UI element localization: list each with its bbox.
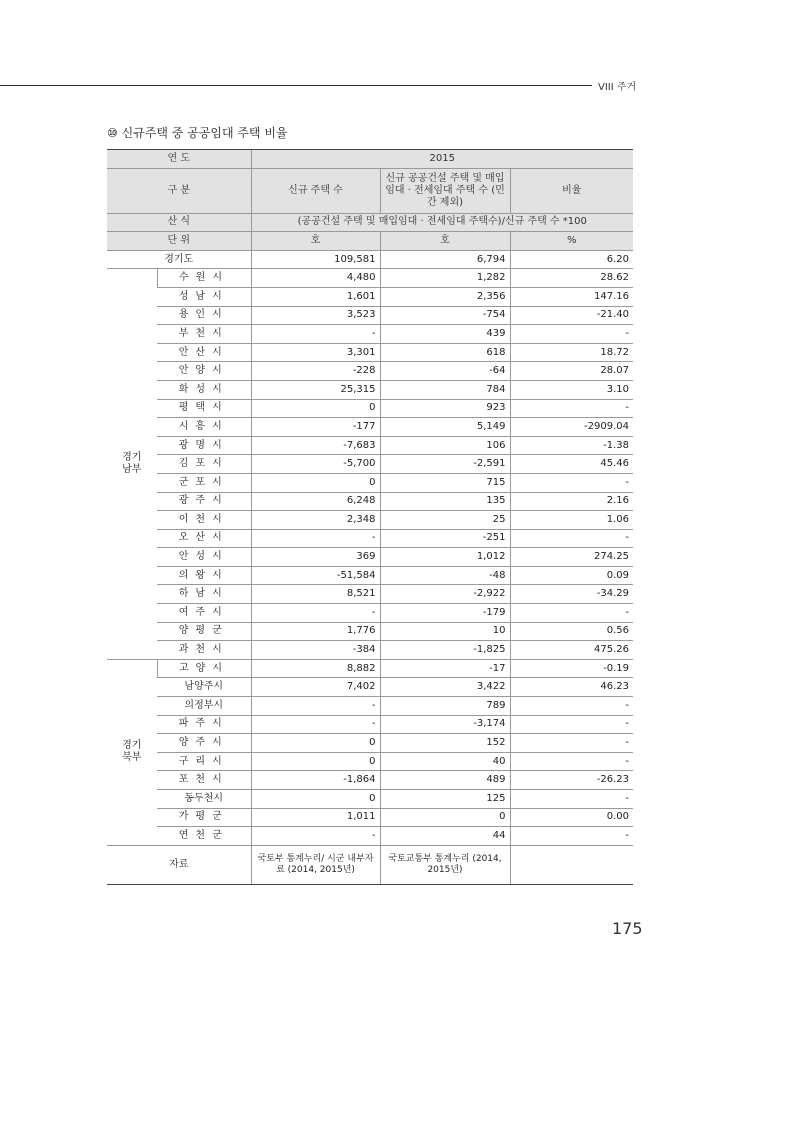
public-housing-count: -3,174 bbox=[380, 715, 510, 734]
table-row bbox=[107, 715, 633, 734]
column-header-public: 신규 공공건설 주택 및 매입임대 · 전세임대 주택 수 (민간 제외) bbox=[380, 168, 510, 213]
new-housing-count: -177 bbox=[251, 418, 380, 437]
chapter-label: VIII 주거 bbox=[598, 82, 637, 93]
new-housing-count: - bbox=[251, 715, 380, 734]
total-public: 6,794 bbox=[380, 250, 510, 269]
unit-ratio: % bbox=[510, 232, 633, 251]
table-row bbox=[107, 659, 633, 678]
public-housing-count: 5,149 bbox=[380, 418, 510, 437]
new-housing-count: 369 bbox=[251, 548, 380, 567]
new-housing-count: 7,402 bbox=[251, 678, 380, 697]
public-ratio: 46.23 bbox=[510, 678, 633, 697]
table-row bbox=[107, 641, 633, 660]
city-name: 군포시 bbox=[157, 473, 251, 492]
new-housing-count: 25,315 bbox=[251, 380, 380, 399]
table-row bbox=[107, 585, 633, 604]
public-ratio: 147.16 bbox=[510, 287, 633, 306]
public-ratio: - bbox=[510, 827, 633, 846]
public-housing-count: 135 bbox=[380, 492, 510, 511]
city-name: 동두천시 bbox=[157, 790, 251, 809]
public-ratio: 28.62 bbox=[510, 269, 633, 288]
new-housing-count: 0 bbox=[251, 734, 380, 753]
year-row bbox=[107, 150, 633, 169]
city-name: 의왕시 bbox=[157, 566, 251, 585]
public-ratio: -26.23 bbox=[510, 771, 633, 790]
public-housing-count: -251 bbox=[380, 529, 510, 548]
new-housing-count: 2,348 bbox=[251, 511, 380, 530]
public-housing-count: 3,422 bbox=[380, 678, 510, 697]
new-housing-count: -228 bbox=[251, 362, 380, 381]
public-ratio: - bbox=[510, 529, 633, 548]
public-housing-count: -64 bbox=[380, 362, 510, 381]
city-name: 성남시 bbox=[157, 287, 251, 306]
new-housing-count: - bbox=[251, 325, 380, 344]
city-name: 구리시 bbox=[157, 752, 251, 771]
public-ratio: - bbox=[510, 325, 633, 344]
city-name: 의정부시 bbox=[157, 697, 251, 716]
public-housing-count: 1,282 bbox=[380, 269, 510, 288]
public-housing-count: 618 bbox=[380, 343, 510, 362]
new-housing-count: -7,683 bbox=[251, 436, 380, 455]
new-housing-count: 6,248 bbox=[251, 492, 380, 511]
table-row bbox=[107, 529, 633, 548]
city-name: 여주시 bbox=[157, 604, 251, 623]
table-row bbox=[107, 492, 633, 511]
table-row bbox=[107, 343, 633, 362]
table-row bbox=[107, 734, 633, 753]
table-row bbox=[107, 604, 633, 623]
table-row bbox=[107, 287, 633, 306]
city-name: 광주시 bbox=[157, 492, 251, 511]
table-row bbox=[107, 436, 633, 455]
table-row bbox=[107, 325, 633, 344]
city-name: 안산시 bbox=[157, 343, 251, 362]
public-housing-count: 789 bbox=[380, 697, 510, 716]
new-housing-count: - bbox=[251, 827, 380, 846]
city-name: 포천시 bbox=[157, 771, 251, 790]
column-header-new: 신규 주택 수 bbox=[251, 168, 380, 213]
city-name: 시흥시 bbox=[157, 418, 251, 437]
new-housing-count: 3,301 bbox=[251, 343, 380, 362]
new-housing-count: - bbox=[251, 697, 380, 716]
public-housing-count: 44 bbox=[380, 827, 510, 846]
public-housing-count: 10 bbox=[380, 622, 510, 641]
new-housing-count: -5,700 bbox=[251, 455, 380, 474]
city-name: 부천시 bbox=[157, 325, 251, 344]
public-ratio: - bbox=[510, 790, 633, 809]
year-value: 2015 bbox=[251, 150, 633, 169]
new-housing-count: 8,882 bbox=[251, 659, 380, 678]
total-row bbox=[107, 250, 633, 269]
public-housing-count: 25 bbox=[380, 511, 510, 530]
table-row bbox=[107, 362, 633, 381]
table-row bbox=[107, 380, 633, 399]
south-region-label: 경기 남부 bbox=[107, 269, 157, 659]
new-housing-count: -1,864 bbox=[251, 771, 380, 790]
year-label: 연 도 bbox=[107, 150, 251, 169]
table-row bbox=[107, 566, 633, 585]
city-name: 용인시 bbox=[157, 306, 251, 325]
public-housing-count: 489 bbox=[380, 771, 510, 790]
public-ratio: - bbox=[510, 734, 633, 753]
table-row bbox=[107, 511, 633, 530]
public-rental-ratio-table bbox=[107, 149, 633, 885]
table-row bbox=[107, 752, 633, 771]
table-row bbox=[107, 678, 633, 697]
section-title: ⑩ 신규주택 중 공공임대 주택 비율 bbox=[107, 126, 288, 140]
public-housing-count: 106 bbox=[380, 436, 510, 455]
new-housing-count: 1,011 bbox=[251, 808, 380, 827]
city-name: 파주시 bbox=[157, 715, 251, 734]
table-row bbox=[107, 473, 633, 492]
city-name: 고양시 bbox=[157, 659, 251, 678]
new-housing-count: 0 bbox=[251, 752, 380, 771]
public-housing-count: -17 bbox=[380, 659, 510, 678]
table-row bbox=[107, 548, 633, 567]
table-row bbox=[107, 808, 633, 827]
city-name: 가평군 bbox=[157, 808, 251, 827]
new-housing-count: 8,521 bbox=[251, 585, 380, 604]
unit-label: 단 위 bbox=[107, 232, 251, 251]
city-name: 과천시 bbox=[157, 641, 251, 660]
table-row bbox=[107, 455, 633, 474]
public-ratio: 0.00 bbox=[510, 808, 633, 827]
new-housing-count: 1,601 bbox=[251, 287, 380, 306]
public-housing-count: 923 bbox=[380, 399, 510, 418]
unit-new: 호 bbox=[251, 232, 380, 251]
public-ratio: -1.38 bbox=[510, 436, 633, 455]
public-ratio: - bbox=[510, 752, 633, 771]
table-row bbox=[107, 399, 633, 418]
public-housing-count: -179 bbox=[380, 604, 510, 623]
table-row bbox=[107, 771, 633, 790]
city-name: 김포시 bbox=[157, 455, 251, 474]
total-name: 경기도 bbox=[107, 250, 251, 269]
public-housing-count: 0 bbox=[380, 808, 510, 827]
public-housing-count: 2,356 bbox=[380, 287, 510, 306]
public-ratio: 1.06 bbox=[510, 511, 633, 530]
new-housing-count: 0 bbox=[251, 473, 380, 492]
city-name: 평택시 bbox=[157, 399, 251, 418]
total-new: 109,581 bbox=[251, 250, 380, 269]
city-name: 화성시 bbox=[157, 380, 251, 399]
public-ratio: -0.19 bbox=[510, 659, 633, 678]
formula-text: (공공건설 주택 및 매입임대 · 전세임대 주택수)/신규 주택 수 *100 bbox=[251, 213, 633, 232]
table-row bbox=[107, 622, 633, 641]
formula-label: 산 식 bbox=[107, 213, 251, 232]
public-housing-count: 40 bbox=[380, 752, 510, 771]
public-housing-count: 439 bbox=[380, 325, 510, 344]
city-name: 광명시 bbox=[157, 436, 251, 455]
public-ratio: - bbox=[510, 604, 633, 623]
city-name: 안성시 bbox=[157, 548, 251, 567]
city-name: 하남시 bbox=[157, 585, 251, 604]
category-label: 구 분 bbox=[107, 168, 251, 213]
source-public: 국토교통부 통계누리 (2014, 2015년) bbox=[380, 845, 510, 884]
public-ratio: -2909.04 bbox=[510, 418, 633, 437]
unit-row bbox=[107, 232, 633, 251]
new-housing-count: 3,523 bbox=[251, 306, 380, 325]
public-housing-count: -48 bbox=[380, 566, 510, 585]
city-name: 오산시 bbox=[157, 529, 251, 548]
public-housing-count: -754 bbox=[380, 306, 510, 325]
public-housing-count: -2,591 bbox=[380, 455, 510, 474]
city-name: 연천군 bbox=[157, 827, 251, 846]
city-name: 양주시 bbox=[157, 734, 251, 753]
table-row bbox=[107, 418, 633, 437]
public-ratio: 2.16 bbox=[510, 492, 633, 511]
new-housing-count: 0 bbox=[251, 790, 380, 809]
table-row bbox=[107, 697, 633, 716]
public-housing-count: 1,012 bbox=[380, 548, 510, 567]
public-ratio: 0.09 bbox=[510, 566, 633, 585]
public-housing-count: 715 bbox=[380, 473, 510, 492]
public-ratio: -21.40 bbox=[510, 306, 633, 325]
public-housing-count: 784 bbox=[380, 380, 510, 399]
public-ratio: 18.72 bbox=[510, 343, 633, 362]
table-row bbox=[107, 306, 633, 325]
source-new: 국토부 통계누리/ 시군 내부자료 (2014, 2015년) bbox=[251, 845, 380, 884]
public-ratio: 0.56 bbox=[510, 622, 633, 641]
north-region-label: 경기 북부 bbox=[107, 659, 157, 845]
public-ratio: - bbox=[510, 399, 633, 418]
header-rule bbox=[0, 85, 592, 86]
new-housing-count: 4,480 bbox=[251, 269, 380, 288]
city-name: 수원시 bbox=[157, 269, 251, 288]
public-housing-count: -2,922 bbox=[380, 585, 510, 604]
new-housing-count: - bbox=[251, 529, 380, 548]
unit-public: 호 bbox=[380, 232, 510, 251]
total-ratio: 6.20 bbox=[510, 250, 633, 269]
table-row bbox=[107, 790, 633, 809]
source-ratio-empty bbox=[510, 845, 633, 884]
formula-row bbox=[107, 213, 633, 232]
public-ratio: - bbox=[510, 715, 633, 734]
new-housing-count: -51,584 bbox=[251, 566, 380, 585]
table-row bbox=[107, 269, 633, 288]
public-ratio: -34.29 bbox=[510, 585, 633, 604]
public-ratio: 45.46 bbox=[510, 455, 633, 474]
city-name: 이천시 bbox=[157, 511, 251, 530]
city-name: 남양주시 bbox=[157, 678, 251, 697]
public-ratio: - bbox=[510, 473, 633, 492]
public-ratio: 475.26 bbox=[510, 641, 633, 660]
new-housing-count: - bbox=[251, 604, 380, 623]
public-housing-count: 152 bbox=[380, 734, 510, 753]
table-row bbox=[107, 827, 633, 846]
source-row bbox=[107, 845, 633, 884]
public-ratio: 274.25 bbox=[510, 548, 633, 567]
city-name: 안양시 bbox=[157, 362, 251, 381]
new-housing-count: -384 bbox=[251, 641, 380, 660]
public-ratio: 3.10 bbox=[510, 380, 633, 399]
public-housing-count: 125 bbox=[380, 790, 510, 809]
column-header-ratio: 비율 bbox=[510, 168, 633, 213]
source-label: 자료 bbox=[107, 845, 251, 884]
new-housing-count: 1,776 bbox=[251, 622, 380, 641]
page-number: 175 bbox=[612, 919, 643, 938]
new-housing-count: 0 bbox=[251, 399, 380, 418]
public-ratio: 28.07 bbox=[510, 362, 633, 381]
column-header-row bbox=[107, 168, 633, 213]
city-name: 양평군 bbox=[157, 622, 251, 641]
public-housing-count: -1,825 bbox=[380, 641, 510, 660]
public-ratio: - bbox=[510, 697, 633, 716]
